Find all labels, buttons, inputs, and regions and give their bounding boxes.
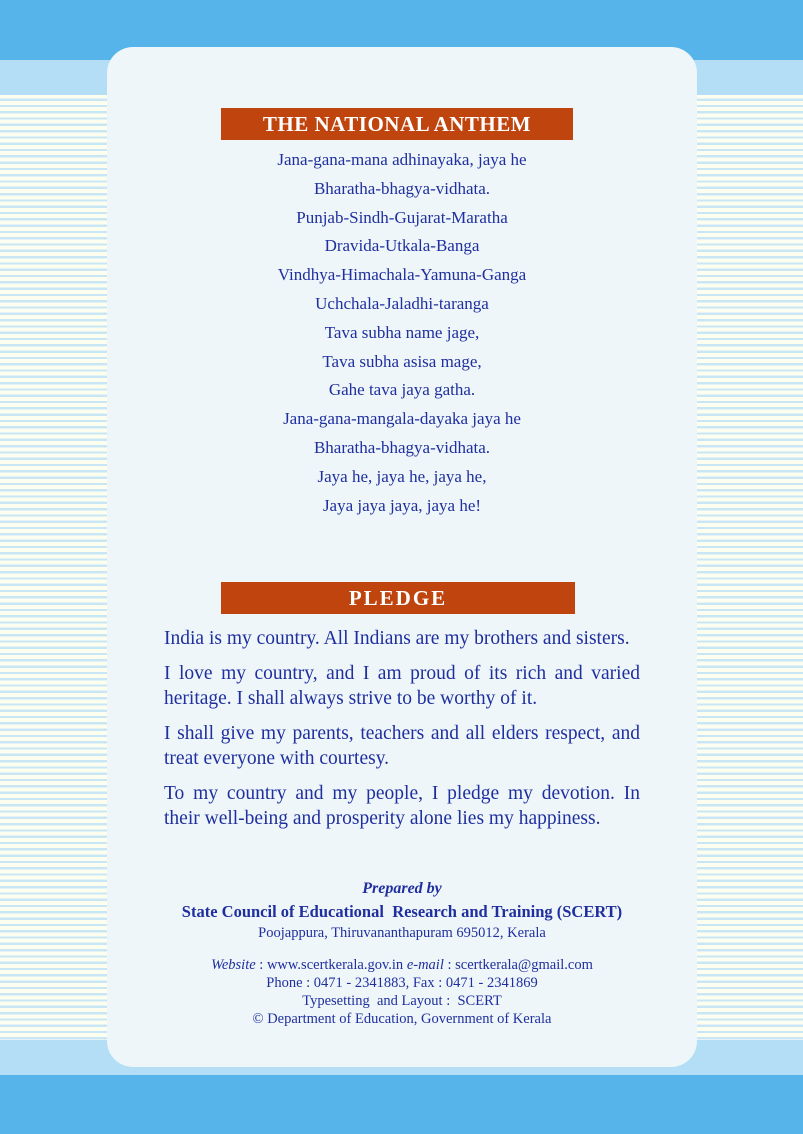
address: Poojappura, Thiruvananthapuram 695012, Kerala bbox=[258, 925, 546, 941]
pledge-paragraph: I love my country, and I am proud of its rich and varied heritage. I shall always strive to be worthy of it. bbox=[164, 663, 640, 709]
pledge-paragraph: To my country and my people, I pledge my devotion. In their well-being and prosperity alone lies my happiness. bbox=[164, 783, 640, 829]
anthem-line: Punjab-Sindh-Gujarat-Maratha bbox=[296, 207, 508, 227]
website-label: Website bbox=[211, 957, 256, 973]
anthem-line: Tava subha name jage, bbox=[324, 322, 480, 342]
pledge-paragraph: I shall give my parents, teachers and all elders respect, and treat everyone with courtesy. bbox=[164, 723, 640, 769]
org-name: State Council of Educational Research and Training (SCERT) bbox=[181, 902, 623, 921]
phone-fax: Phone : 0471 - 2341883, Fax : 0471 - 2341869 bbox=[266, 975, 538, 991]
pledge-text bbox=[164, 626, 640, 841]
anthem-title: THE NATIONAL ANTHEM bbox=[221, 108, 573, 140]
anthem-line: Gahe tava jaya gatha. bbox=[328, 380, 476, 400]
anthem-line: Bharatha-bhagya-vidhata. bbox=[313, 178, 491, 198]
pledge-title: PLEDGE bbox=[221, 582, 575, 614]
anthem-lyrics bbox=[107, 146, 697, 520]
anthem-line: Jaya jaya jaya, jaya he! bbox=[322, 495, 482, 515]
bottom-band bbox=[0, 1075, 803, 1134]
prepared-by: Prepared by bbox=[362, 880, 442, 897]
website-link[interactable]: www.scertkerala.gov.in bbox=[266, 957, 404, 973]
email-link[interactable]: scertkerala@gmail.com bbox=[455, 957, 593, 973]
credits: Prepared by State Council of Educational Research and Training (SCERT) Poojappura, Thiruvananthapuram 695012, Kerala Website : www.scertkerala.gov.in e-mail : scertkerala@gmail.com Phone : 0471 - 2341883, Fax : 0471 - 2341869 Typesetting and Layout : SCERT © Department of Education, Government of Kerala bbox=[107, 878, 697, 1028]
anthem-line: Bharatha-bhagya-vidhata. bbox=[313, 437, 491, 457]
email-label: e-mail bbox=[406, 957, 444, 973]
pledge-paragraph: India is my country. All Indians are my brothers and sisters. bbox=[164, 628, 630, 649]
typesetting: Typesetting and Layout : SCERT bbox=[302, 993, 502, 1009]
copyright: © Department of Education, Government of Kerala bbox=[252, 1011, 552, 1027]
anthem-line: Jana-gana-mana adhinayaka, jaya he bbox=[277, 150, 527, 169]
anthem-line: Uchchala-Jaladhi-taranga bbox=[315, 293, 489, 313]
anthem-line: Dravida-Utkala-Banga bbox=[324, 236, 480, 256]
anthem-line: Jana-gana-mangala-dayaka jaya he bbox=[283, 409, 521, 429]
anthem-line: Jaya he, jaya he, jaya he, bbox=[317, 466, 487, 486]
anthem-line: Vindhya-Himachala-Yamuna-Ganga bbox=[277, 265, 527, 285]
anthem-line: Tava subha asisa mage, bbox=[322, 351, 482, 371]
